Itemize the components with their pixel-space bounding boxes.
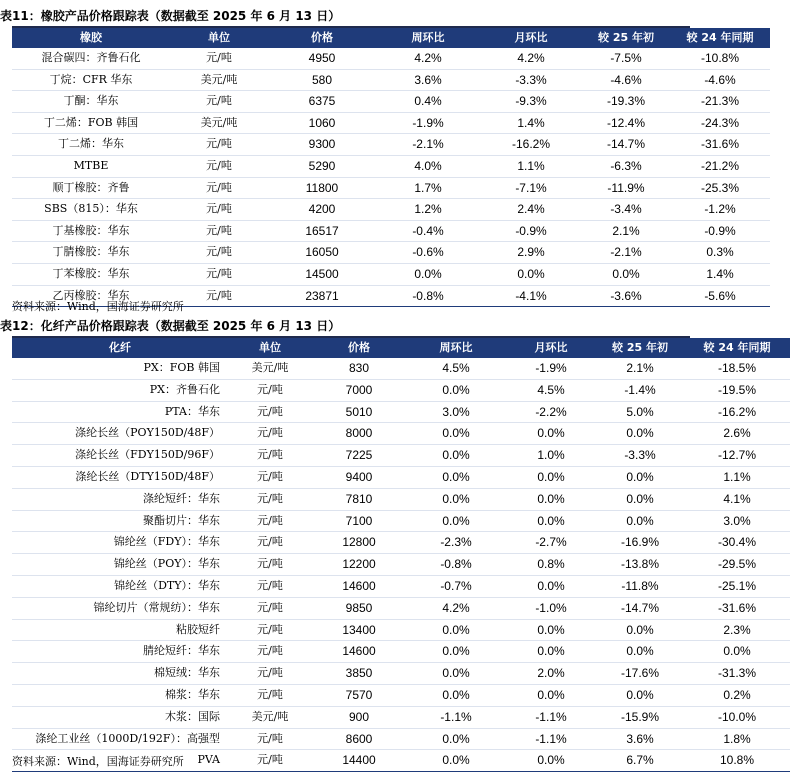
- value-cell: 16050: [268, 242, 376, 264]
- unit-cell: 元/吨: [228, 597, 312, 619]
- value-cell: 12800: [312, 532, 406, 554]
- value-cell: -0.7%: [406, 575, 506, 597]
- unit-cell: 元/吨: [170, 177, 268, 199]
- unit-cell: 元/吨: [170, 285, 268, 307]
- product-name-cell: 腈纶短纤：华东: [12, 641, 228, 663]
- table1-source: 资料来源：Wind，国海证券研究所: [12, 300, 184, 313]
- product-name-cell: 丁腈橡胶：华东: [12, 242, 170, 264]
- value-cell: -9.3%: [480, 91, 582, 113]
- unit-cell: 美元/吨: [228, 358, 312, 379]
- table2-caption: 表12：化纤产品价格跟踪表（数据截至 2025 年 6 月 13 日）: [0, 319, 341, 333]
- value-cell: -0.6%: [376, 242, 480, 264]
- product-name-cell: 涤纶长丝（POY150D/48F）: [12, 423, 228, 445]
- value-cell: 4200: [268, 199, 376, 221]
- value-cell: 14400: [312, 750, 406, 772]
- table1-caption: 表11：橡胶产品价格跟踪表（数据截至 2025 年 6 月 13 日）: [0, 9, 341, 23]
- value-cell: 580: [268, 69, 376, 91]
- value-cell: 2.1%: [582, 220, 670, 242]
- table-row: [12, 358, 790, 379]
- unit-cell: 元/吨: [170, 134, 268, 156]
- value-cell: 0.0%: [506, 510, 596, 532]
- unit-cell: 元/吨: [228, 510, 312, 532]
- value-cell: 0.0%: [406, 423, 506, 445]
- value-cell: -0.4%: [376, 220, 480, 242]
- value-cell: 3850: [312, 663, 406, 685]
- table2-header-cell: 周环比: [439, 341, 473, 354]
- table-row: [12, 663, 790, 685]
- unit-cell: 元/吨: [228, 750, 312, 772]
- table-row: [12, 134, 770, 156]
- product-name-cell: 涤纶长丝（DTY150D/48F）: [12, 466, 228, 488]
- product-name-cell: 混合碳四：齐鲁石化: [12, 48, 170, 69]
- table-row: [12, 510, 790, 532]
- table1-header-cell: 价格: [311, 31, 333, 44]
- value-cell: 0.0%: [596, 510, 684, 532]
- value-cell: 14600: [312, 575, 406, 597]
- value-cell: 12200: [312, 554, 406, 576]
- value-cell: 4.0%: [376, 155, 480, 177]
- value-cell: 0.0%: [596, 641, 684, 663]
- value-cell: 1.1%: [480, 155, 582, 177]
- table-row: [12, 641, 790, 663]
- unit-cell: 美元/吨: [170, 69, 268, 91]
- table1-header-row: [12, 28, 770, 48]
- value-cell: 830: [312, 358, 406, 379]
- unit-cell: 元/吨: [228, 619, 312, 641]
- value-cell: -19.3%: [582, 91, 670, 113]
- product-name-cell: 涤纶短纤：华东: [12, 488, 228, 510]
- table1-header-cell: 较 25 年初: [598, 31, 654, 44]
- value-cell: -30.4%: [684, 532, 790, 554]
- unit-cell: 元/吨: [228, 554, 312, 576]
- product-name-cell: SBS（815）：华东: [12, 199, 170, 221]
- value-cell: -1.4%: [596, 379, 684, 401]
- value-cell: 0.0%: [406, 641, 506, 663]
- unit-cell: 元/吨: [228, 532, 312, 554]
- value-cell: 2.0%: [506, 663, 596, 685]
- product-name-cell: PX：FOB 韩国: [12, 358, 228, 379]
- value-cell: 0.0%: [406, 750, 506, 772]
- value-cell: -3.3%: [480, 69, 582, 91]
- value-cell: -19.5%: [684, 379, 790, 401]
- product-name-cell: 顺丁橡胶：齐鲁: [12, 177, 170, 199]
- value-cell: 2.3%: [684, 619, 790, 641]
- value-cell: 0.0%: [406, 379, 506, 401]
- table-row: [12, 379, 790, 401]
- value-cell: 0.0%: [596, 684, 684, 706]
- table-row: [12, 48, 770, 69]
- value-cell: 9850: [312, 597, 406, 619]
- value-cell: -7.1%: [480, 177, 582, 199]
- value-cell: -3.4%: [582, 199, 670, 221]
- value-cell: -2.7%: [506, 532, 596, 554]
- table-row: [12, 532, 790, 554]
- value-cell: -21.3%: [670, 91, 770, 113]
- value-cell: 0.0%: [596, 619, 684, 641]
- value-cell: -12.4%: [582, 112, 670, 134]
- table-row: [12, 575, 790, 597]
- table-row: [12, 423, 790, 445]
- table-row: [12, 199, 770, 221]
- value-cell: 2.1%: [596, 358, 684, 379]
- table-row: [12, 177, 770, 199]
- product-name-cell: 锦纶丝（FDY）：华东: [12, 532, 228, 554]
- value-cell: -2.1%: [582, 242, 670, 264]
- value-cell: 0.0%: [596, 423, 684, 445]
- value-cell: 0.2%: [684, 684, 790, 706]
- table-row: [12, 619, 790, 641]
- value-cell: 0.4%: [376, 91, 480, 113]
- value-cell: 0.0%: [406, 619, 506, 641]
- table-row: [12, 728, 790, 750]
- value-cell: 4.2%: [376, 48, 480, 69]
- table-row: [12, 91, 770, 113]
- value-cell: 0.0%: [506, 466, 596, 488]
- value-cell: -5.6%: [670, 285, 770, 307]
- table2-header-cell: 较 24 年同期: [703, 341, 771, 354]
- value-cell: 7570: [312, 684, 406, 706]
- value-cell: -18.5%: [684, 358, 790, 379]
- unit-cell: 元/吨: [228, 575, 312, 597]
- value-cell: 0.3%: [670, 242, 770, 264]
- value-cell: 1.4%: [670, 263, 770, 285]
- fiber-price-table: [12, 338, 790, 772]
- value-cell: 7000: [312, 379, 406, 401]
- unit-cell: 元/吨: [228, 379, 312, 401]
- value-cell: -16.2%: [684, 401, 790, 423]
- value-cell: 0.0%: [406, 445, 506, 467]
- unit-cell: 美元/吨: [170, 112, 268, 134]
- table-row: [12, 466, 790, 488]
- value-cell: 10.8%: [684, 750, 790, 772]
- product-name-cell: 木浆：国际: [12, 706, 228, 728]
- table-row: [12, 684, 790, 706]
- value-cell: 2.4%: [480, 199, 582, 221]
- value-cell: 6375: [268, 91, 376, 113]
- product-name-cell: 丁基橡胶：华东: [12, 220, 170, 242]
- value-cell: -13.8%: [596, 554, 684, 576]
- table2-header-cell: 化纤: [109, 341, 131, 354]
- value-cell: 0.0%: [582, 263, 670, 285]
- value-cell: -0.8%: [376, 285, 480, 307]
- value-cell: 0.0%: [406, 466, 506, 488]
- unit-cell: 元/吨: [228, 728, 312, 750]
- product-name-cell: MTBE: [12, 155, 170, 177]
- value-cell: 0.0%: [506, 423, 596, 445]
- value-cell: -31.6%: [670, 134, 770, 156]
- unit-cell: 元/吨: [170, 263, 268, 285]
- value-cell: 5290: [268, 155, 376, 177]
- value-cell: -11.8%: [596, 575, 684, 597]
- table-row: [12, 706, 790, 728]
- value-cell: 4.5%: [406, 358, 506, 379]
- product-name-cell: 棉浆：华东: [12, 684, 228, 706]
- value-cell: 9400: [312, 466, 406, 488]
- value-cell: -10.8%: [670, 48, 770, 69]
- table-row: [12, 445, 790, 467]
- value-cell: 3.6%: [596, 728, 684, 750]
- value-cell: 4.2%: [406, 597, 506, 619]
- unit-cell: 元/吨: [170, 220, 268, 242]
- value-cell: 16517: [268, 220, 376, 242]
- value-cell: 0.0%: [596, 466, 684, 488]
- table-row: [12, 597, 790, 619]
- value-cell: 1.7%: [376, 177, 480, 199]
- table-row: [12, 263, 770, 285]
- value-cell: 5010: [312, 401, 406, 423]
- unit-cell: 元/吨: [170, 48, 268, 69]
- unit-cell: 元/吨: [228, 423, 312, 445]
- value-cell: 3.0%: [406, 401, 506, 423]
- product-name-cell: 丁烷：CFR 华东: [12, 69, 170, 91]
- unit-cell: 元/吨: [170, 91, 268, 113]
- product-name-cell: 棉短绒：华东: [12, 663, 228, 685]
- value-cell: -11.9%: [582, 177, 670, 199]
- unit-cell: 元/吨: [228, 466, 312, 488]
- value-cell: 0.0%: [506, 684, 596, 706]
- value-cell: -25.3%: [670, 177, 770, 199]
- table2-header-cell: 月环比: [534, 341, 568, 354]
- value-cell: 8000: [312, 423, 406, 445]
- table-row: [12, 488, 790, 510]
- value-cell: -0.8%: [406, 554, 506, 576]
- value-cell: 13400: [312, 619, 406, 641]
- value-cell: 1.4%: [480, 112, 582, 134]
- value-cell: 14600: [312, 641, 406, 663]
- value-cell: 7100: [312, 510, 406, 532]
- value-cell: 4.2%: [480, 48, 582, 69]
- value-cell: -0.9%: [480, 220, 582, 242]
- unit-cell: 元/吨: [228, 401, 312, 423]
- value-cell: 4.1%: [684, 488, 790, 510]
- value-cell: 1.0%: [506, 445, 596, 467]
- product-name-cell: 聚酯切片：华东: [12, 510, 228, 532]
- value-cell: 5.0%: [596, 401, 684, 423]
- value-cell: 0.0%: [506, 488, 596, 510]
- value-cell: -1.0%: [506, 597, 596, 619]
- table-row: [12, 112, 770, 134]
- value-cell: 0.0%: [406, 728, 506, 750]
- table-row: [12, 401, 790, 423]
- value-cell: -1.9%: [376, 112, 480, 134]
- value-cell: -25.1%: [684, 575, 790, 597]
- value-cell: 0.8%: [506, 554, 596, 576]
- value-cell: -21.2%: [670, 155, 770, 177]
- value-cell: 0.0%: [596, 488, 684, 510]
- value-cell: -2.1%: [376, 134, 480, 156]
- unit-cell: 美元/吨: [228, 706, 312, 728]
- unit-cell: 元/吨: [170, 155, 268, 177]
- value-cell: -4.6%: [670, 69, 770, 91]
- value-cell: -16.2%: [480, 134, 582, 156]
- value-cell: 0.0%: [506, 750, 596, 772]
- value-cell: 11800: [268, 177, 376, 199]
- product-name-cell: PX：齐鲁石化: [12, 379, 228, 401]
- value-cell: 0.0%: [406, 488, 506, 510]
- value-cell: -16.9%: [596, 532, 684, 554]
- value-cell: -31.6%: [684, 597, 790, 619]
- value-cell: 0.0%: [506, 575, 596, 597]
- table1-header-cell: 月环比: [514, 31, 548, 44]
- value-cell: -6.3%: [582, 155, 670, 177]
- product-name-cell: 锦纶切片（常规纺）：华东: [12, 597, 228, 619]
- table-row: [12, 220, 770, 242]
- value-cell: 9300: [268, 134, 376, 156]
- value-cell: -3.6%: [582, 285, 670, 307]
- value-cell: 8600: [312, 728, 406, 750]
- value-cell: 23871: [268, 285, 376, 307]
- product-name-cell: 涤纶长丝（FDY150D/96F）: [12, 445, 228, 467]
- product-name-cell: 丁苯橡胶：华东: [12, 263, 170, 285]
- product-name-cell: 锦纶丝（POY）：华东: [12, 554, 228, 576]
- product-name-cell: 粘胶短纤: [12, 619, 228, 641]
- product-name-cell: 丁二烯：华东: [12, 134, 170, 156]
- value-cell: 1.8%: [684, 728, 790, 750]
- value-cell: 3.0%: [684, 510, 790, 532]
- value-cell: -1.1%: [506, 706, 596, 728]
- value-cell: 900: [312, 706, 406, 728]
- value-cell: 14500: [268, 263, 376, 285]
- value-cell: 1.2%: [376, 199, 480, 221]
- table2-source: 资料来源：Wind，国海证券研究所: [12, 755, 184, 768]
- unit-cell: 元/吨: [170, 199, 268, 221]
- table1-header-cell: 较 24 年同期: [686, 31, 754, 44]
- unit-cell: 元/吨: [228, 684, 312, 706]
- value-cell: -1.9%: [506, 358, 596, 379]
- table1-header-cell: 周环比: [411, 31, 445, 44]
- unit-cell: 元/吨: [228, 488, 312, 510]
- unit-cell: 元/吨: [228, 445, 312, 467]
- value-cell: -2.2%: [506, 401, 596, 423]
- value-cell: 4.5%: [506, 379, 596, 401]
- value-cell: -29.5%: [684, 554, 790, 576]
- unit-cell: 元/吨: [228, 641, 312, 663]
- value-cell: 0.0%: [506, 641, 596, 663]
- value-cell: -24.3%: [670, 112, 770, 134]
- product-name-cell: 丁酮：华东: [12, 91, 170, 113]
- table1-header-cell: 橡胶: [80, 31, 102, 44]
- value-cell: 6.7%: [596, 750, 684, 772]
- value-cell: 1.1%: [684, 466, 790, 488]
- value-cell: -1.1%: [406, 706, 506, 728]
- value-cell: 2.9%: [480, 242, 582, 264]
- value-cell: -1.2%: [670, 199, 770, 221]
- product-name-cell: 锦纶丝（DTY）：华东: [12, 575, 228, 597]
- value-cell: 1060: [268, 112, 376, 134]
- value-cell: 0.0%: [480, 263, 582, 285]
- value-cell: -31.3%: [684, 663, 790, 685]
- value-cell: -1.1%: [506, 728, 596, 750]
- rubber-price-table: [12, 28, 770, 307]
- table2-header-row: [12, 338, 790, 358]
- value-cell: 3.6%: [376, 69, 480, 91]
- product-name-cell: 乙丙橡胶：华东: [12, 285, 170, 307]
- table-row: [12, 155, 770, 177]
- value-cell: -10.0%: [684, 706, 790, 728]
- value-cell: -2.3%: [406, 532, 506, 554]
- product-name-cell: PVA: [12, 750, 228, 772]
- table2-header-cell: 单位: [259, 341, 281, 354]
- value-cell: -3.3%: [596, 445, 684, 467]
- value-cell: 2.6%: [684, 423, 790, 445]
- product-name-cell: PTA：华东: [12, 401, 228, 423]
- value-cell: -15.9%: [596, 706, 684, 728]
- unit-cell: 元/吨: [170, 242, 268, 264]
- unit-cell: 元/吨: [228, 663, 312, 685]
- value-cell: 0.0%: [406, 684, 506, 706]
- table-row: [12, 242, 770, 264]
- value-cell: -14.7%: [582, 134, 670, 156]
- table-row: [12, 69, 770, 91]
- value-cell: 0.0%: [684, 641, 790, 663]
- value-cell: 0.0%: [376, 263, 480, 285]
- value-cell: 4950: [268, 48, 376, 69]
- value-cell: 0.0%: [406, 510, 506, 532]
- value-cell: -4.6%: [582, 69, 670, 91]
- table2-header-cell: 较 25 年初: [612, 341, 668, 354]
- value-cell: -14.7%: [596, 597, 684, 619]
- product-name-cell: 涤纶工业丝（1000D/192F）：高强型: [12, 728, 228, 750]
- value-cell: -7.5%: [582, 48, 670, 69]
- value-cell: 0.0%: [406, 663, 506, 685]
- value-cell: -4.1%: [480, 285, 582, 307]
- table2-header-cell: 价格: [348, 341, 370, 354]
- product-name-cell: 丁二烯：FOB 韩国: [12, 112, 170, 134]
- value-cell: -17.6%: [596, 663, 684, 685]
- value-cell: 7810: [312, 488, 406, 510]
- table1-header-cell: 单位: [208, 31, 230, 44]
- value-cell: -0.9%: [670, 220, 770, 242]
- value-cell: -12.7%: [684, 445, 790, 467]
- table-row: [12, 554, 790, 576]
- value-cell: 0.0%: [506, 619, 596, 641]
- value-cell: 7225: [312, 445, 406, 467]
